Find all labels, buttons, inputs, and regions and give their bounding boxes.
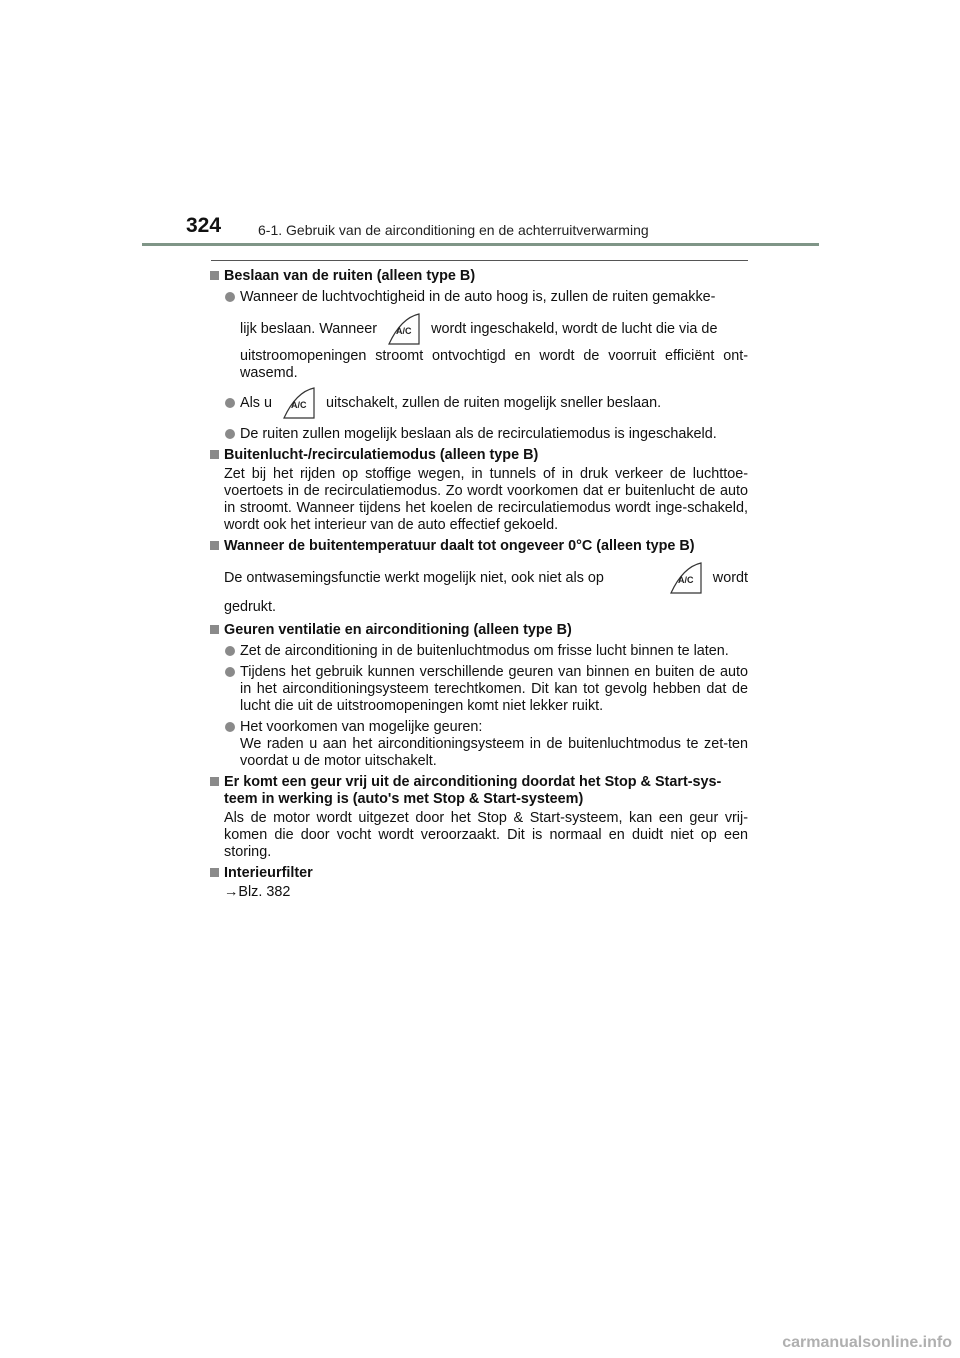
bullet-line-with-icon [240,310,748,348]
section-marker-icon [210,625,219,634]
ac-button-icon [669,561,703,595]
bullet-icon [225,722,235,732]
section-geuren [210,622,748,770]
bullet-icon [225,398,235,408]
section-buitentemperatuur [210,538,748,616]
section-marker-icon [210,450,219,459]
section-title: Beslaan van de ruiten (alleen type B) [224,268,476,284]
bullet-icon [225,667,235,677]
list-item [224,289,748,382]
list-item [224,664,748,715]
bullet-icon [225,429,235,439]
ac-icon-label: A/C [677,575,694,586]
icon-group [663,557,748,599]
list-item [224,719,748,770]
bullet-text: lijk beslaan. Wanneer [240,321,378,337]
bullet-text: uitstroomopeningen stroomt ontvochtigd en wordt de voorruit efficiënt ont-wasemd. [240,348,748,381]
list-item [224,643,748,660]
section-title: Wanneer de buitentemperatuur daalt tot ongeveer 0°C (alleen type B) [224,538,695,554]
ac-icon-label: A/C [291,400,307,411]
section-paragraph: Zet bij het rijden op stoffige wegen, in tunnels of in druk verkeer de luchttoe-voertoets in de recirculatiemodus. Zo wordt voorkomen dat er buitenlucht de auto in stroomt. Wanneer tijdens het koelen de recirculatiemodus wordt inge-schakeld, wordt ook het interieur van de auto effectief gekoeld. [224,466,748,533]
chapter-title: 6-1. Gebruik van de airconditioning en de achterruitverwarming [258,222,649,238]
ac-button-icon [282,386,316,420]
header-divider [142,243,819,246]
section-recirculatie [210,447,748,534]
section-title: Buitenlucht-/recirculatiemodus (alleen type B) [224,447,539,463]
page-number: 324 [186,214,222,237]
list-item [224,384,748,422]
section-interieurfilter [210,865,748,901]
bullet-icon [225,292,235,302]
bullet-text: wordt ingeschakeld, wordt de lucht die via de [431,321,718,337]
page-content [210,264,748,901]
bullet-text: uitschakelt, zullen de ruiten mogelijk sneller beslaan. [326,395,662,411]
section-marker-icon [210,271,219,280]
section-beslaan [210,268,748,443]
page-header [0,0,960,250]
bullet-text: Als u [240,395,272,411]
section-marker-icon [210,777,219,786]
bullet-text: We raden u aan het airconditioningsysteem in de buitenluchtmodus te zet-ten voordat u de motor uitschakelt. [240,736,748,769]
bullet-icon [225,646,235,656]
page-reference-link[interactable]: →Blz. 382 [224,884,291,900]
bullet-text: Tijdens het gebruik kunnen verschillende geuren van binnen en buiten de auto in het airconditioningsysteem terechtkomen. Dit kan tot gevolg hebben dat de lucht die uit de uitstroomopeningen komt niet lekker ruikt. [240,664,748,714]
ac-button-icon [387,312,421,346]
section-title: Interieurfilter [224,865,313,881]
ac-icon-label: A/C [396,326,412,337]
paragraph-text: wordt [712,570,748,586]
section-title: Geuren ventilatie en airconditioning (alleen type B) [224,622,572,638]
section-stop-start [210,774,748,861]
section-marker-icon [210,868,219,877]
bullet-text: De ruiten zullen mogelijk beslaan als de recirculatiemodus is ingeschakeld. [240,426,717,442]
section-paragraph: Als de motor wordt uitgezet door het Stop & Start-systeem, kan een geur vrij-komen die door vocht wordt veroorzaakt. Dit is normaal en duidt niet op een storing. [224,810,748,860]
bullet-text: Wanneer de luchtvochtigheid in de auto hoog is, zullen de ruiten gemakke- [240,289,716,305]
list-item [224,426,748,443]
watermark-logo: carmanualsonline.info [782,1334,952,1351]
content-divider [211,260,748,261]
section-paragraph [224,557,748,599]
bullet-text: Het voorkomen van mogelijke geuren: [240,719,483,735]
paragraph-text: gedrukt. [224,599,276,615]
section-marker-icon [210,541,219,550]
section-title: Er komt een geur vrij uit de airconditioning doordat het Stop & Start-sys-teem in werking is (auto's met Stop & Start-systeem) [224,774,722,807]
paragraph-text: De ontwasemingsfunctie werkt mogelijk niet, ook niet als op [224,570,604,586]
bullet-text: Zet de airconditioning in de buitenluchtmodus om frisse lucht binnen te laten. [240,643,729,659]
